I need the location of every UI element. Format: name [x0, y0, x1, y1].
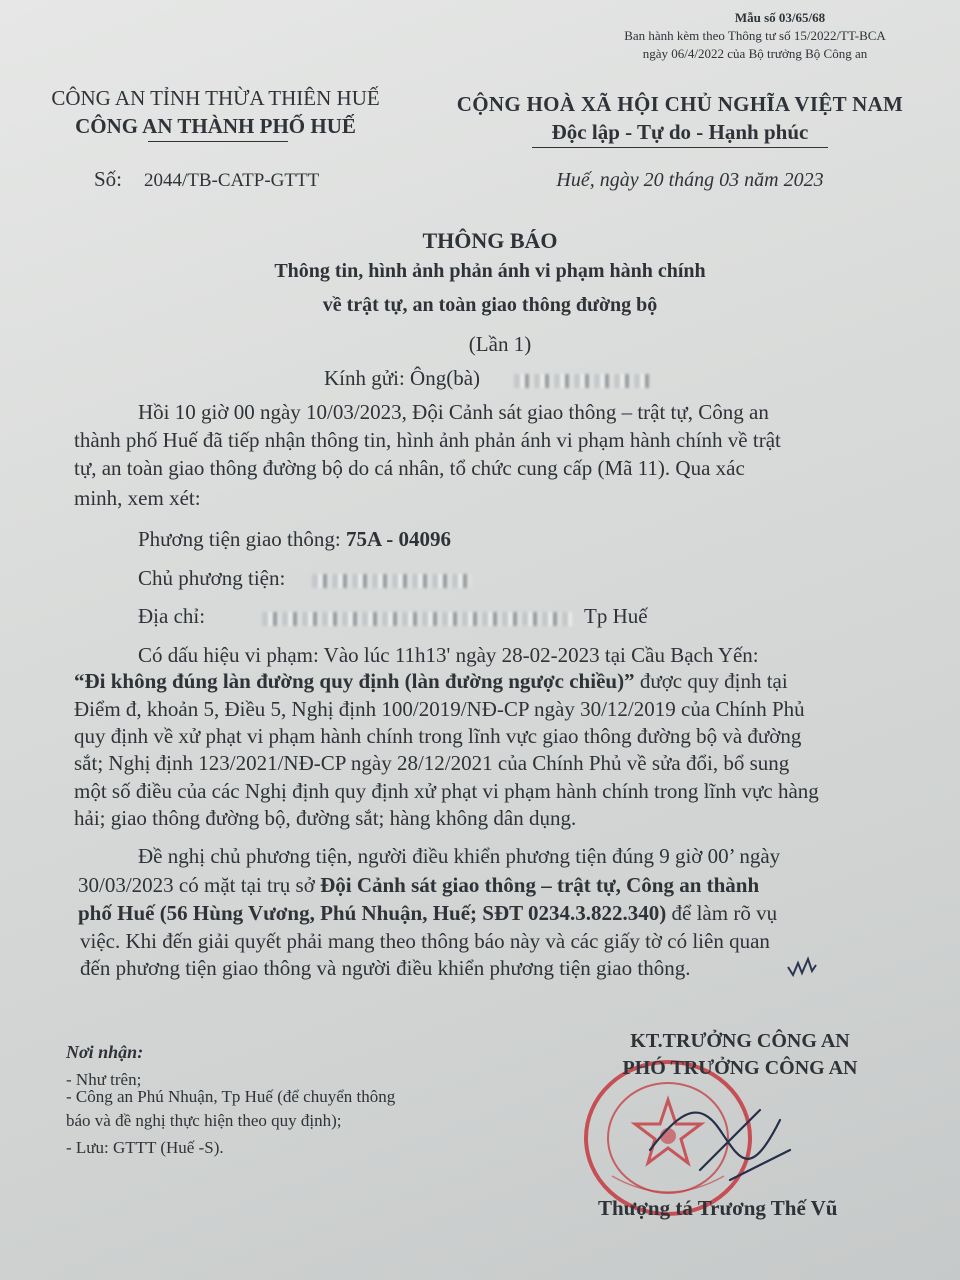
violation-description-row	[74, 669, 788, 694]
handwritten-signature	[640, 1080, 810, 1190]
recipient-salutation: Kính gửi: Ông(bà)	[324, 366, 481, 390]
agency-name: CÔNG AN THÀNH PHỐ HUẾ	[75, 114, 356, 138]
form-number: Mẫu số 03/65/68	[734, 10, 826, 25]
recipients-heading: Nơi nhận:	[66, 1042, 144, 1062]
signature-title-line1: KT.TRƯỞNG CÔNG AN	[630, 1030, 850, 1052]
intro-line: tự, an toàn giao thông đường bộ do cá nhân, tổ chức cung cấp (Mã 11). Qua xác	[74, 456, 745, 480]
request-line: việc. Khi đến giải quyết phải mang theo thông báo này và các giấy tờ có liên quan	[80, 929, 770, 953]
intro-line: minh, xem xét:	[74, 486, 201, 510]
form-issued-date: ngày 06/4/2022 của Bộ trưởng Bộ Công an	[642, 46, 868, 61]
violation-description: “Đi không đúng làn đường quy định (làn đường ngược chiều)”	[74, 669, 635, 693]
doc-number-label: Số:	[94, 167, 123, 191]
request-line	[78, 873, 759, 898]
address-city: Tp Huế	[584, 604, 648, 628]
request-office-address: phố Huế (56 Hùng Vương, Phú Nhuận, Huế; SĐT 0234.3.822.340)	[78, 901, 667, 925]
signature-title-line2: PHÓ TRƯỞNG CÔNG AN	[622, 1057, 858, 1079]
vehicle-plate: 75A - 04096	[345, 527, 451, 551]
document-subtitle-line2: về trật tự, an toàn giao thông đường bộ	[322, 294, 658, 316]
request-line-tail: để làm rõ vụ	[666, 901, 778, 925]
recipient-item: - Như trên;	[66, 1070, 142, 1089]
request-line: đến phương tiện giao thông và người điều khiển phương tiện giao thông.	[80, 956, 691, 980]
address-label: Địa chỉ:	[138, 604, 206, 628]
request-office: Đội Cảnh sát giao thông – trật tự, Công an thành	[320, 873, 760, 897]
violation-line: sắt; Nghị định 123/2021/NĐ-CP ngày 28/12/2021 của Chính Phủ về sửa đổi, bổ sung	[74, 751, 790, 775]
violation-tail: được quy định tại	[634, 669, 788, 693]
document-subtitle-line1: Thông tin, hình ảnh phản ánh vi phạm hành chính	[274, 260, 706, 282]
recipient-item: - Lưu: GTTT (Huế -S).	[66, 1138, 224, 1157]
violation-line: Điểm đ, khoản 5, Điều 5, Nghị định 100/2019/NĐ-CP ngày 30/12/2019 của Chính Phủ	[74, 697, 805, 721]
agency-underline	[148, 141, 288, 142]
violation-line: hải; giao thông đường bộ, đường sắt; hàng không dân dụng.	[74, 806, 577, 830]
nation-title: CỘNG HOÀ XÃ HỘI CHỦ NGHĨA VIỆT NAM	[456, 92, 904, 116]
owner-label: Chủ phương tiện:	[138, 566, 286, 590]
violation-line: quy định về xử phạt vi phạm hành chính trong lĩnh vực giao thông đường bộ và đường	[74, 724, 802, 748]
request-line	[78, 901, 777, 926]
recipient-item: - Công an Phú Nhuận, Tp Huế (để chuyển thông	[66, 1087, 396, 1106]
vehicle-row	[138, 527, 451, 552]
redacted-address	[262, 612, 572, 626]
redacted-owner-name	[312, 574, 472, 588]
motto-underline	[532, 147, 828, 148]
signer-name: Thượng tá Trương Thế Vũ	[598, 1196, 838, 1220]
notice-round: (Lần 1)	[468, 332, 532, 356]
intro-line: thành phố Huế đã tiếp nhận thông tin, hình ảnh phản ánh vi phạm hành chính về trật	[74, 428, 781, 452]
motto: Độc lập - Tự do - Hạnh phúc	[551, 120, 809, 144]
place-date: Huế, ngày 20 tháng 03 năm 2023	[556, 169, 824, 191]
violation-line: một số điều của các Nghị định quy định xử phạt vi phạm hành chính trong lĩnh vực hàng	[74, 779, 819, 803]
request-line: Đề nghị chủ phương tiện, người điều khiển phương tiện đúng 9 giờ 00’ ngày	[138, 844, 781, 868]
violation-intro: Có dấu hiệu vi phạm: Vào lúc 11h13' ngày 28-02-2023 tại Cầu Bạch Yến:	[138, 643, 759, 667]
initial-mark	[786, 955, 818, 979]
document-title: THÔNG BÁO	[422, 228, 558, 253]
doc-number: 2044/TB-CATP-GTTT	[144, 170, 320, 191]
form-issued-with: Ban hành kèm theo Thông tư số 15/2022/TT-BCA	[624, 28, 886, 43]
redacted-recipient-name	[514, 374, 650, 388]
request-line-plain: 30/03/2023 có mặt tại trụ sở	[78, 873, 321, 897]
recipient-item: báo và đề nghị thực hiện theo quy định);	[66, 1111, 342, 1130]
vehicle-label: Phương tiện giao thông:	[138, 527, 341, 551]
agency-parent: CÔNG AN TỈNH THỪA THIÊN HUẾ	[51, 86, 380, 110]
intro-line: Hồi 10 giờ 00 ngày 10/03/2023, Đội Cảnh sát giao thông – trật tự, Công an	[138, 400, 769, 424]
